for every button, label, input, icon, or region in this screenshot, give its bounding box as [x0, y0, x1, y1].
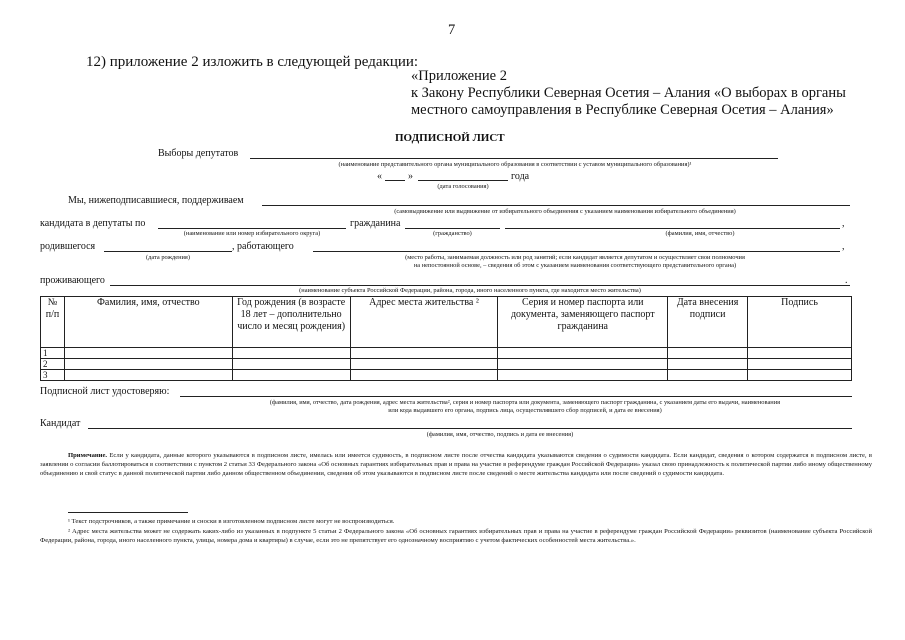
- table-row: [41, 359, 852, 370]
- col-birth-year: Год рождения (в возрасте 18 лет – дополнительно число и месяц рождения): [232, 297, 350, 348]
- row-number: 1: [41, 348, 65, 359]
- birth-date-field[interactable]: [104, 251, 232, 252]
- certify-field[interactable]: [180, 396, 852, 397]
- date-quote-close: »: [408, 171, 413, 182]
- vote-day-field[interactable]: [385, 180, 405, 181]
- signature-table: [40, 296, 852, 381]
- cell[interactable]: [748, 348, 852, 359]
- cell[interactable]: [64, 348, 232, 359]
- support-caption: (самовыдвижение или выдвижение от избирательного объединения с указанием наименования избирательного объединения): [394, 208, 736, 215]
- birth-date-caption: (дата рождения): [146, 254, 190, 261]
- page-number: 7: [448, 22, 456, 38]
- cell[interactable]: [232, 370, 350, 381]
- col-signature: Подпись: [748, 297, 852, 348]
- period: .: [845, 275, 848, 286]
- cell[interactable]: [498, 348, 668, 359]
- citizenship-caption: (гражданство): [433, 230, 472, 237]
- form-title: ПОДПИСНОЙ ЛИСТ: [395, 132, 505, 144]
- col-sign-date: Дата внесения подписи: [668, 297, 748, 348]
- footnote-separator: [68, 512, 188, 513]
- district-caption: (наименование или номер избирательного округа): [183, 230, 321, 237]
- candidate-name-field[interactable]: [505, 228, 840, 229]
- cell[interactable]: [350, 359, 498, 370]
- table-row: [41, 348, 852, 359]
- elections-field[interactable]: [250, 158, 778, 159]
- residence-label: проживающего: [40, 275, 105, 286]
- support-field[interactable]: [262, 205, 850, 206]
- col-passport: Серия и номер паспорта или документа, заменяющего паспорт гражданина: [498, 297, 668, 348]
- vote-month-field[interactable]: [418, 180, 508, 181]
- vote-date-caption: (дата голосования): [437, 183, 489, 190]
- cell[interactable]: [748, 359, 852, 370]
- certify-label: Подписной лист удостоверяю:: [40, 386, 170, 397]
- row-number: 3: [41, 370, 65, 381]
- row-number: 2: [41, 359, 65, 370]
- residence-caption: (наименование субъекта Российской Федерации, района, города, иного населенного пункта, где находится место жительства): [299, 287, 641, 294]
- cell[interactable]: [668, 370, 748, 381]
- certify-caption-1: (фамилия, имя, отчество, дата рождения, адрес места жительства², серия и номер паспорта или документа, заменяющего паспорт гражданина, с указанием даты его выдачи, наименования: [269, 399, 781, 406]
- cell[interactable]: [232, 348, 350, 359]
- cell[interactable]: [498, 370, 668, 381]
- cell[interactable]: [668, 348, 748, 359]
- col-number: № п/п: [41, 297, 65, 348]
- table-header-row: [41, 297, 852, 348]
- elections-label: Выборы депутатов: [158, 148, 239, 159]
- col-address: Адрес места жительства ²: [350, 297, 498, 348]
- footnote-1: ¹ Текст подстрочников, а также примечание и сноски в изготовленном подписном листе могут не воспроизводиться.: [68, 518, 395, 525]
- candidate-sign-field[interactable]: [88, 428, 852, 429]
- cell[interactable]: [232, 359, 350, 370]
- appendix-line-3: местного самоуправления в Республике Северная Осетия – Алания»: [411, 102, 834, 118]
- district-field[interactable]: [158, 228, 346, 229]
- citizen-label: гражданина: [350, 218, 401, 229]
- comma-2: ,: [842, 241, 845, 252]
- working-label: , работающего: [232, 241, 294, 252]
- work-caption-1: (место работы, занимаемая должность или род занятий; если кандидат является депутатом и осуществляет свои полномочия: [405, 254, 745, 261]
- birth-label: родившегося: [40, 241, 96, 252]
- work-caption-2: на непостоянной основе, – сведения об этом с указанием наименования соответствующего представительного органа): [413, 262, 737, 269]
- cell[interactable]: [64, 370, 232, 381]
- citizenship-field[interactable]: [405, 228, 500, 229]
- cell[interactable]: [64, 359, 232, 370]
- cell[interactable]: [350, 370, 498, 381]
- candidate-name-caption: (фамилия, имя, отчество): [665, 230, 735, 237]
- elections-caption: (наименование представительного органа муниципального образования в соответствии с уставом муниципального образования)¹: [338, 161, 692, 168]
- candidate-sign-caption: (фамилия, имя, отчество, подпись и дата ее внесения): [426, 431, 574, 438]
- year-label: года: [511, 171, 530, 182]
- note-text: Если у кандидата, данные которого указываются в подписном листе, имелась или имеется судимость, в подписном листе после отчества кандидата указываются сведения о судимости кандидата. Если кандидат, сведения о котором содержатся в подписном листе, в заявлении о согласии баллотироваться в соответствии с пунктом 2 статьи 33 Федерального закона «Об основных гарантиях избирательных прав и права на участие в референдуме граждан Российской Федерации» указал свою принадлежность к политической партии либо иному общественному объединению и свой статус в данной политической партии либо данном общественном объединении, сведения об этом указываются в подписном листе после сведений о месте жительства кандидата или после сведений о судимости кандидата.: [40, 452, 872, 478]
- candidate-label: кандидата в депутаты по: [40, 218, 146, 229]
- table-row: [41, 370, 852, 381]
- date-quote-open: «: [377, 171, 382, 182]
- residence-field[interactable]: [110, 285, 850, 286]
- cell[interactable]: [668, 359, 748, 370]
- cell[interactable]: [498, 359, 668, 370]
- candidate-sign-label: Кандидат: [40, 418, 81, 429]
- item-heading: 12) приложение 2 изложить в следующей редакции:: [86, 54, 419, 70]
- note-block: [40, 451, 872, 479]
- cell[interactable]: [748, 370, 852, 381]
- cell[interactable]: [350, 348, 498, 359]
- footnote-2: ² Адрес места жительства может не содержать каких-либо из указанных в подпункте 5 статьи 2 Федерального закона «Об основных гарантиях избирательных прав и права на участие в референдуме граждан Российской Федерации» реквизитов (наименование субъекта Российской Федерации, района, города, иного населенного пункта, улицы, номера дома и квартиры) в случае, если это не препятствует его однозначному восприятию с учетом фактических особенностей места жительства.».: [40, 528, 872, 545]
- comma: ,: [842, 218, 845, 229]
- appendix-line-1: «Приложение 2: [411, 68, 507, 84]
- col-full-name: Фамилия, имя, отчество: [64, 297, 232, 348]
- work-field[interactable]: [313, 251, 840, 252]
- certify-caption-2: или кода выдавшего его органа, подпись лица, осуществлявшего сбор подписей, и дата ее внесения): [388, 407, 662, 414]
- appendix-line-2: к Закону Республики Северная Осетия – Алания «О выборах в органы: [411, 85, 846, 101]
- note-title: Примечание.: [68, 452, 108, 459]
- support-label: Мы, нижеподписавшиеся, поддерживаем: [68, 195, 244, 206]
